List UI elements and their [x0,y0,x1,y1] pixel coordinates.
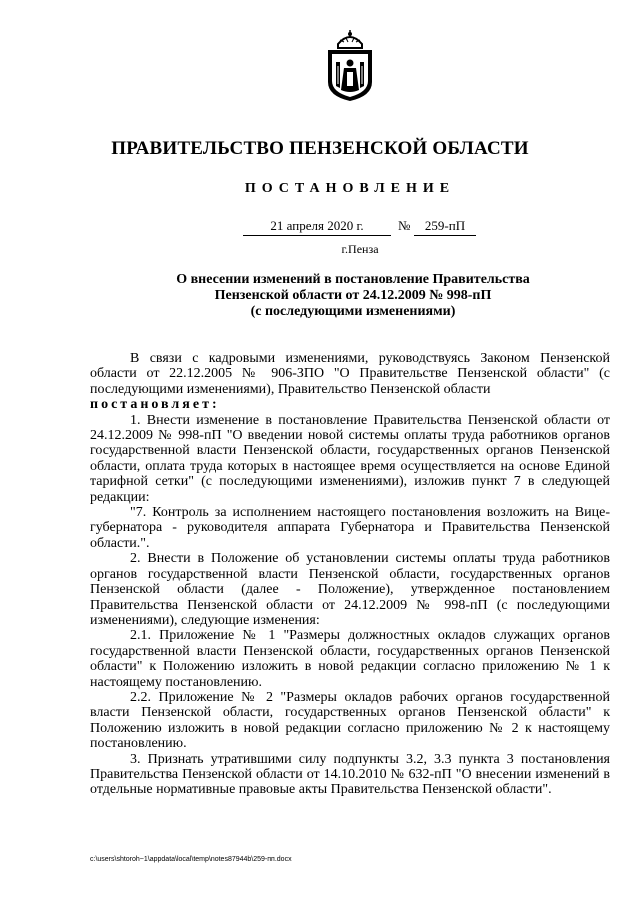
paragraph: 2. Внести в Положение об установлении системы оплаты труда работников органов государственной власти Пензенской области, государственных органов Пензенской области (далее - Положение), утвержденное постановлением Правительства Пензенской области от 24.12.2009 № 998-пП (с последующими изменениями), следующие изменения: [90,551,610,628]
title-line: О внесении изменений в постановление Правительства [176,272,530,287]
paragraph: 2.1. Приложение № 1 "Размеры должностных окладов служащих органов государственной власти Пензенской области, государственных органов Пензенской области" к Положению изложить в новой редакции согласно приложению № 1 к настоящему постановлению. [90,628,610,690]
title-line: Пензенской области от 24.12.2009 № 998-пП [214,288,492,303]
title-line: (с последующими изменениями) [250,304,456,319]
document-type: ПОСТАНОВЛЕНИЕ [244,181,456,196]
decree-number: 259-пП [414,218,476,236]
government-name: ПРАВИТЕЛЬСТВО ПЕНЗЕНСКОЙ ОБЛАСТИ [111,138,529,159]
city: г.Пенза [341,242,379,256]
paragraph: "7. Контроль за исполнением настоящего постановления возложить на Вице-губернатора - руководителя аппарата Губернатора и Правительства Пензенской области.". [90,505,610,551]
decree-title [0,272,640,320]
paragraph: 3. Признать утратившими силу подпункты 3.2, 3.3 пункта 3 постановления Правительства Пензенской области от 14.10.2010 № 632-пП "О внесении изменений в отдельные нормативные правовые акты Правительства Пензенской области". [90,751,610,798]
decides-word: постановляет: [90,397,220,413]
document-body [90,351,610,798]
file-path: c:\users\shtoroh~1\appdata\local\temp\notes87944b\259-пп.docx [90,856,292,863]
coat-of-arms-icon [318,30,382,102]
paragraph: 1. Внести изменение в постановление Правительства Пензенской области от 24.12.2009 № 998-пП "О введении новой системы оплаты труда работников органов государственной власти Пензенской области, государственных органов Пензенской области, оплата труда которых в настоящее время осуществляется на основе Единой тарифной сетки" (с последующими изменениями), изложив пункт 7 в следующей редакции: [90,412,610,505]
paragraph: В связи с кадровыми изменениями, руководствуясь Законом Пензенской области от 22.12.2005 № 906-ЗПО "О Правительстве Пензенской области" (с последующими изменениями), Правительство Пензенской области [90,351,610,397]
decree-date: 21 апреля 2020 г. [243,218,391,236]
paragraph: 2.2. Приложение № 2 "Размеры окладов рабочих органов государственной власти Пензенской области, государственных органов Пензенской области" к Положению изложить в новой редакции согласно приложению № 2 к настоящему постановлению. [90,689,610,752]
number-sign: № [398,218,411,233]
